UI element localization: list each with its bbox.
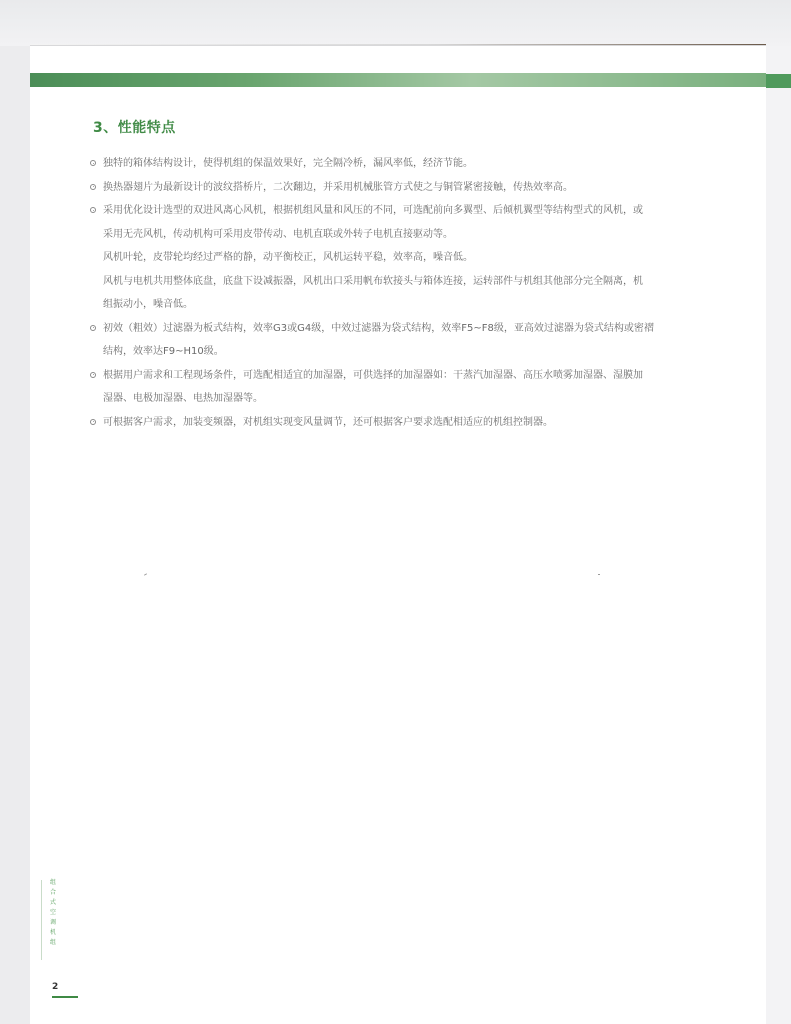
circle-bullet-icon <box>90 419 96 425</box>
feature-item <box>90 176 710 200</box>
sidebar-product-label: 组合式空调机组 <box>49 879 56 946</box>
feature-text: 采用优化设计选型的双进风离心风机，根据机组风量和风压的不同，可选配前向多翼型、后倾机翼型等结构型式的风机，或 <box>103 205 643 216</box>
circle-bullet-icon <box>90 207 96 213</box>
sidebar-rule <box>41 880 42 960</box>
feature-item <box>90 411 710 435</box>
section-title: 3、性能特点 <box>93 120 176 136</box>
feature-item <box>90 364 710 411</box>
feature-item <box>90 199 710 317</box>
feature-text: 采用无壳风机，传动机构可采用皮带传动、电机直联或外转子电机直接驱动等。 <box>103 228 453 240</box>
header-green-band <box>30 73 766 87</box>
feature-text: 根据用户需求和工程现场条件，可选配相适宜的加湿器，可供选择的加湿器如：干蒸汽加湿器、高压水喷雾加湿器、湿膜加 <box>103 369 643 381</box>
facing-page-strip <box>766 46 791 1024</box>
feature-item <box>90 152 710 176</box>
feature-text: 初效（粗效）过滤器为板式结构，效率G3或G4级，中效过滤器为袋式结构，效率F5~F8级，亚高效过滤器为袋式结构或密褶 <box>103 322 654 334</box>
circle-bullet-icon <box>90 184 96 190</box>
circle-bullet-icon <box>90 160 96 166</box>
circle-bullet-icon <box>90 372 96 378</box>
feature-text: 独特的箱体结构设计，使得机组的保温效果好，完全隔冷桥，漏风率低，经济节能。 <box>103 158 473 169</box>
scan-speck <box>598 574 600 575</box>
feature-subparagraph: 风机与电机共用整体底盘，底盘下设减振器，风机出口采用帆布软接头与箱体连接，运转部件与机组其他部分完全隔离，机 <box>103 275 643 287</box>
page-number-rule <box>52 996 78 998</box>
facing-page-green-band <box>766 74 791 88</box>
feature-subparagraph: 组振动小，噪音低。 <box>103 299 193 310</box>
feature-text: 可根据客户需求，加装变频器，对机组实现变风量调节，还可根据客户要求选配相适应的机组控制器。 <box>103 416 553 428</box>
circle-bullet-icon <box>90 325 96 331</box>
page-number: 2 <box>52 982 59 992</box>
feature-text: 换热器翅片为最新设计的波纹搭桥片，二次翻边，并采用机械胀管方式使之与铜管紧密接触，传热效率高。 <box>103 181 573 193</box>
feature-list <box>90 152 710 434</box>
feature-text: 结构，效率达F9~H10级。 <box>103 346 224 357</box>
feature-text: 湿器、电极加湿器、电热加湿器等。 <box>103 393 263 404</box>
feature-item <box>90 317 710 364</box>
scan-background <box>0 0 791 46</box>
feature-subparagraph: 风机叶轮，皮带轮均经过严格的静，动平衡校正，风机运转平稳，效率高，噪音低。 <box>103 252 473 263</box>
